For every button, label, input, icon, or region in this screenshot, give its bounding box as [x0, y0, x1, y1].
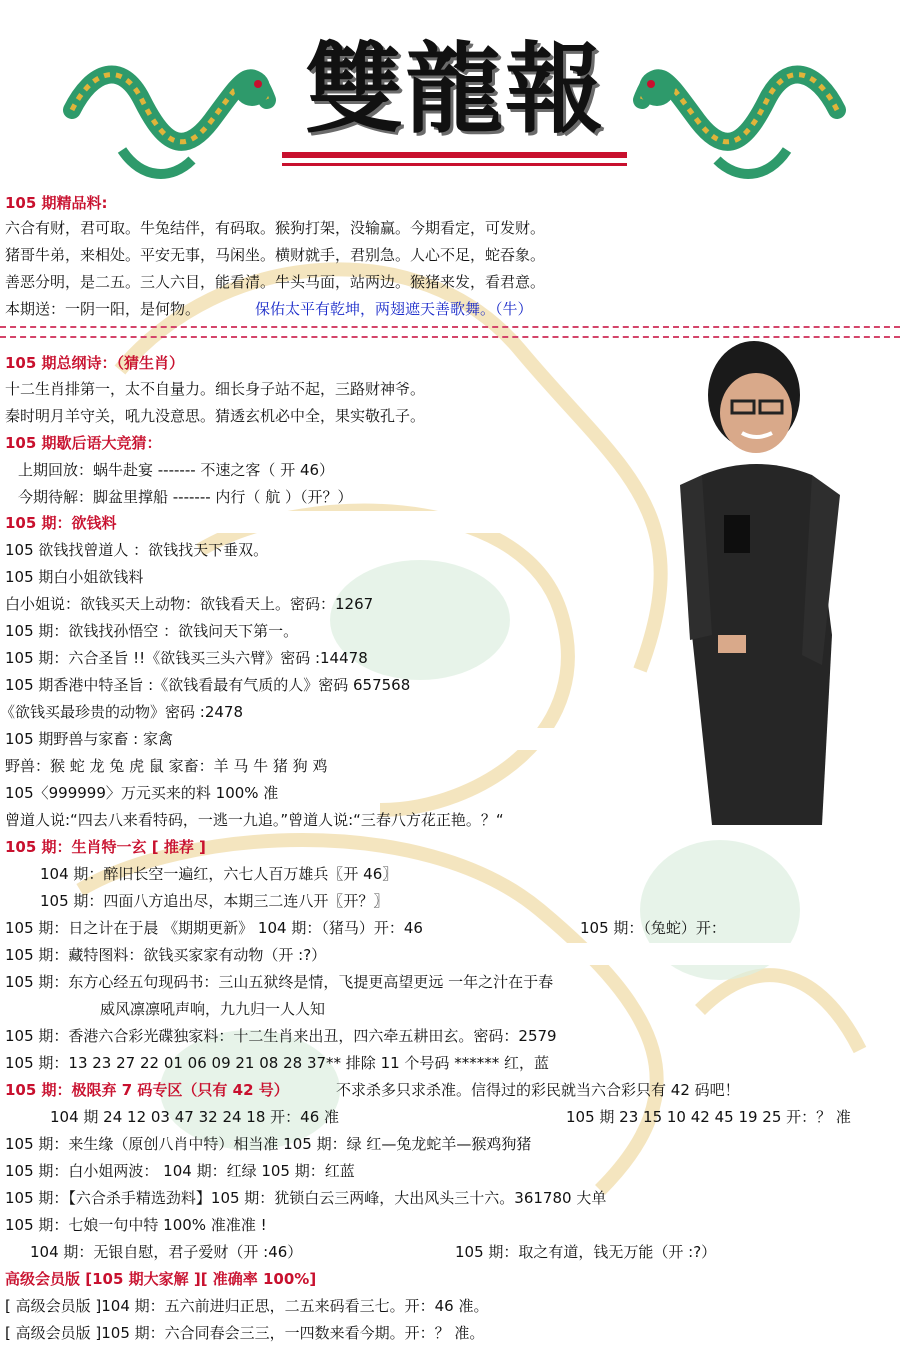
text-line: 105 期：七娘一句中特 100% 准准准 !: [5, 1216, 267, 1234]
text-line: 十二生肖排第一，太不自量力。细长身子站不起，三路财神爷。: [5, 380, 426, 398]
text-line: 104 期 24 12 03 47 32 24 18 开：46 准: [50, 1108, 340, 1126]
text-line: 今期待解：脚盆里撑船 ------- 内行（ 航 ）（开？）: [18, 488, 353, 506]
left-dragon-icon: [62, 40, 277, 190]
text-line: 105 期：六合圣旨 !!《欲钱买三头六臂》密码 :14478: [5, 649, 368, 667]
man-in-robe-image: [672, 335, 900, 825]
text-line: 105 期：13 23 27 22 01 06 09 21 08 28 37** 排除 11 个号码 ****** 红，蓝: [5, 1054, 549, 1072]
text-line: 105 期：（兔蛇）开：: [580, 919, 726, 937]
section-title-zodiac: 105 期：生肖特一玄 [ 推荐 ]: [5, 838, 206, 856]
text-line: 104 期：醉旧长空一遍红，六七人百万雄兵〖开 46〗: [40, 865, 398, 883]
section-title-exclude: 105 期：极限弃 7 码专区（只有 42 号）: [5, 1081, 289, 1099]
text-line: 威风凛凛吼声响，九九归一人人知: [100, 1000, 326, 1018]
text-line: 不求杀多只求杀准。信得过的彩民就当六合彩只有 42 码吧！: [336, 1081, 740, 1099]
text-line: 105 期白小姐欲钱料: [5, 568, 144, 586]
text-line: 本期送：一阴一阳，是何物。: [5, 300, 201, 318]
masthead-underline-thin: [282, 163, 627, 166]
text-line: 105〈999999〉万元买来的料 100% 准: [5, 784, 279, 802]
text-line: [ 高级会员版 ]105 期：六合同春会三三，一四数来看今期。开：？ 准。: [5, 1324, 485, 1342]
section-title-poem: 105 期总纲诗：（猜生肖）: [5, 354, 185, 372]
text-line: 105 期：白小姐两波： 104 期：红绿 105 期：红蓝: [5, 1162, 355, 1180]
text-line: 六合有财，君可取。牛兔结伴，有码取。猴狗打架，没输赢。今期看定，可发财。: [5, 219, 546, 237]
section-title-vip: 高级会员版 [105 期大家解 ][ 准确率 100%]: [5, 1270, 317, 1288]
text-line: 105 期香港中特圣旨 :《欲钱看最有气质的人》密码 657568: [5, 676, 411, 694]
text-line: 白小姐说：欲钱买天上动物：欲钱看天上。密码：1267: [5, 595, 374, 613]
section-title-riddle: 105 期歇后语大竞猜：: [5, 434, 162, 452]
text-line: 上期回放：蜗牛赴宴 ------- 不速之客（ 开 46）: [18, 461, 335, 479]
right-dragon-icon: [632, 40, 847, 190]
text-line: 105 期：藏特图料：欲钱买家家有动物（开 :?）: [5, 946, 327, 964]
text-line: 105 期野兽与家畜 : 家禽: [5, 730, 173, 748]
header: [0, 0, 900, 190]
text-line: 105 期：东方心经五句现码书：三山五狱终是情，飞提更高望更远 一年之汁在于春: [5, 973, 554, 991]
text-line: 猪哥牛弟，来相处。平安无事，马闲坐。横财就手，君别急。人心不足，蛇吞象。: [5, 246, 546, 264]
text-line: 105 期：欲钱找孙悟空 ：欲钱问天下第一。: [5, 622, 299, 640]
masthead-underline: [282, 152, 627, 158]
text-line: [ 高级会员版 ]104 期：五六前进归正思，二五来码看三七。开：46 准。: [5, 1297, 489, 1315]
text-line: 104 期：无银自慰，君子爱财（开 :46）: [30, 1243, 303, 1261]
text-line: 《欲钱买最珍贵的动物》密码 :2478: [0, 703, 243, 721]
text-line: 曾道人说:“四去八来看特码，一逃一九追。”曾道人说:“三春八方花正艳。？“: [5, 811, 504, 829]
section-title-money: 105 期：欲钱料: [5, 514, 117, 532]
masthead-title: 雙龍報: [304, 32, 605, 147]
section-title-picks: 105 期精品料:: [5, 194, 108, 212]
section-divider: [0, 326, 900, 338]
highlight-text-blue: 保佑太平有乾坤，两翅遮天善歌舞。（牛）: [255, 300, 533, 318]
text-line: 105 期 23 15 10 42 45 19 25 开：？ 准: [566, 1108, 851, 1126]
text-line: 秦时明月羊守关，吼九没意思。猜透玄机必中全，果实敬孔子。: [5, 407, 426, 425]
text-line: 105 期：四面八方追出尽，本期三二连八开〖开？〗: [40, 892, 389, 910]
text-line: 善恶分明，是二五。三人六目，能看清。牛头马面，站两边。猴猪来发，看君意。: [5, 273, 546, 291]
text-line: 105 期：【六合杀手精选劲料】105 期：犹锁白云三两峰，大出风头三十六。361780 大单: [5, 1189, 607, 1207]
text-line: 105 期：香港六合彩光碟独家料：十二生肖来出丑，四六牵五耕田玄。密码：2579: [5, 1027, 557, 1045]
text-line: 野兽：猴 蛇 龙 兔 虎 鼠 家畜：羊 马 牛 猪 狗 鸡: [5, 757, 328, 775]
text-line: 105 欲钱找曾道人 ：欲钱找天下垂双。: [5, 541, 269, 559]
text-line: 105 期：来生缘（原创八肖中特）相当准 105 期：绿 红—兔龙蛇羊—猴鸡狗猪: [5, 1135, 532, 1153]
text-line: 105 期：日之计在于晨 《期期更新》 104 期：（猪马）开：46: [5, 919, 423, 937]
text-line: 105 期：取之有道，钱无万能（开 :?）: [455, 1243, 717, 1261]
